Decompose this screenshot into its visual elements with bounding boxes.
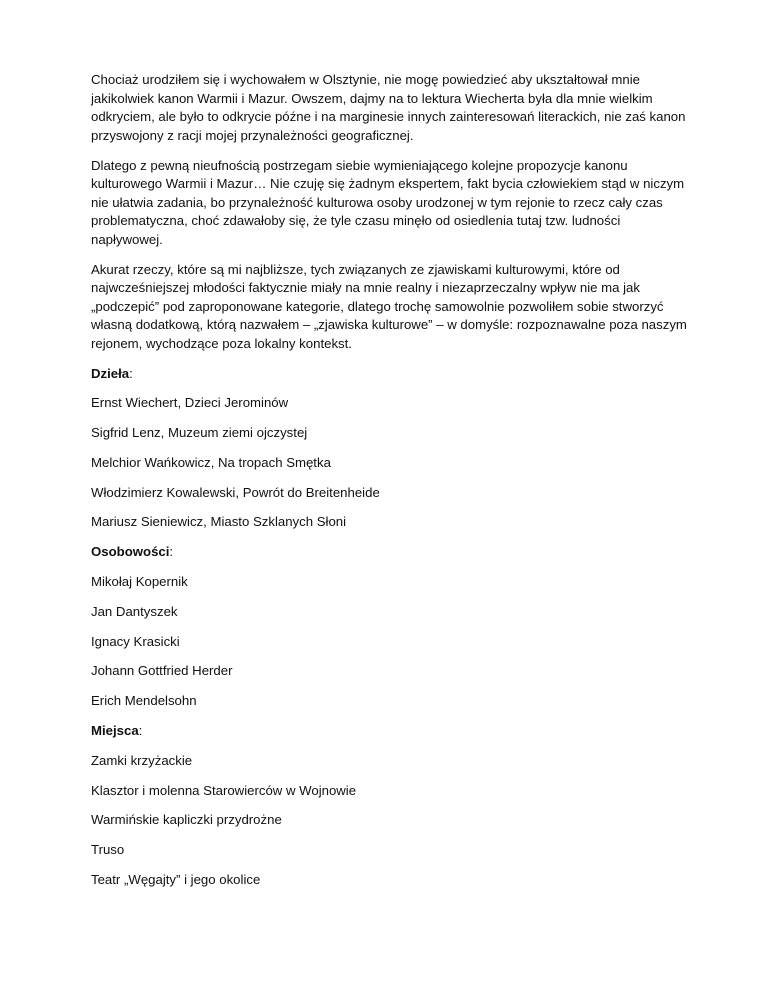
list-item: Warmińskie kapliczki przydrożne (91, 812, 282, 828)
list-item: Klasztor i molenna Starowierców w Wojnowie (91, 782, 357, 798)
section-title: Osobowości (91, 544, 170, 560)
section-title: Dzieła (91, 365, 130, 381)
paragraph-distrust: Dlatego z pewną nieufnością postrzegam siebie wymieniającego kolejne propozycje kanonu kulturowego Warmii i Mazur… Nie czuję się żadnym ekspertem, fakt bycia człowiekiem stąd w niczym nie ułatwia zadania, bo przynależność kulturowa osoby urodzonej w tym rejonie to rzecz cały czas problematyczna, choć zdawałoby się, że tyle czasu minęło od osiedlenia tutaj tzw. ludności napływowej. (91, 157, 685, 247)
list-item: Teatr „Węgajty” i jego okolice (91, 872, 261, 888)
list-item: Sigfrid Lenz, Muzeum ziemi ojczystej (91, 425, 308, 441)
section-heading-places (91, 722, 691, 740)
list-item: Truso (91, 842, 125, 858)
section-colon: : (129, 365, 133, 381)
list-item: Melchior Wańkowicz, Na tropach Smętka (91, 454, 331, 470)
list-item: Johann Gottfried Herder (91, 663, 233, 679)
list-item: Mariusz Sieniewicz, Miasto Szklanych Słoni (91, 514, 347, 530)
section-title: Miejsca (91, 723, 139, 739)
section-colon: : (169, 544, 174, 560)
list-item: Zamki krzyżackie (91, 752, 193, 768)
section-heading-works (91, 365, 691, 383)
paragraph-phenomena: Akurat rzeczy, które są mi najbliższe, tych związanych ze zjawiskami kulturowymi, które od najwcześniejszej młodości faktycznie miały na mnie realny i niezaprzeczalny wpływ nie ma jak „podczepić” pod zaproponowane kategorie, dlatego trochę samowolnie pozwoliłem sobie stworzyć własną dodatkową, którą nazwałem – „zjawiska kulturowe” – w domyśle: rozpoznawalne poza naszym rejonem, wychodzące poza lokalny kontekst. (91, 261, 687, 351)
section-heading-personalities (91, 543, 691, 561)
list-item: Mikołaj Kopernik (91, 574, 188, 590)
list-item: Ernst Wiechert, Dzieci Jerominów (91, 395, 289, 411)
section-colon: : (138, 723, 143, 739)
list-item: Jan Dantyszek (91, 603, 178, 619)
list-item: Erich Mendelsohn (91, 693, 197, 709)
list-item: Włodzimierz Kowalewski, Powrót do Breitenheide (91, 484, 380, 500)
list-item: Ignacy Krasicki (91, 633, 180, 649)
document-page (91, 71, 691, 901)
paragraph-intro: Chociaż urodziłem się i wychowałem w Olsztynie, nie mogę powiedzieć aby ukształtował mnie jakikolwiek kanon Warmii i Mazur. Owszem, dajmy na to lektura Wiecherta była dla mnie wielkim odkryciem, ale było to odkrycie późne i na marginesie innych zainteresowań literackich, nie zaś kanon przyswojony z racji mojej przynależności geograficznej. (91, 72, 686, 143)
